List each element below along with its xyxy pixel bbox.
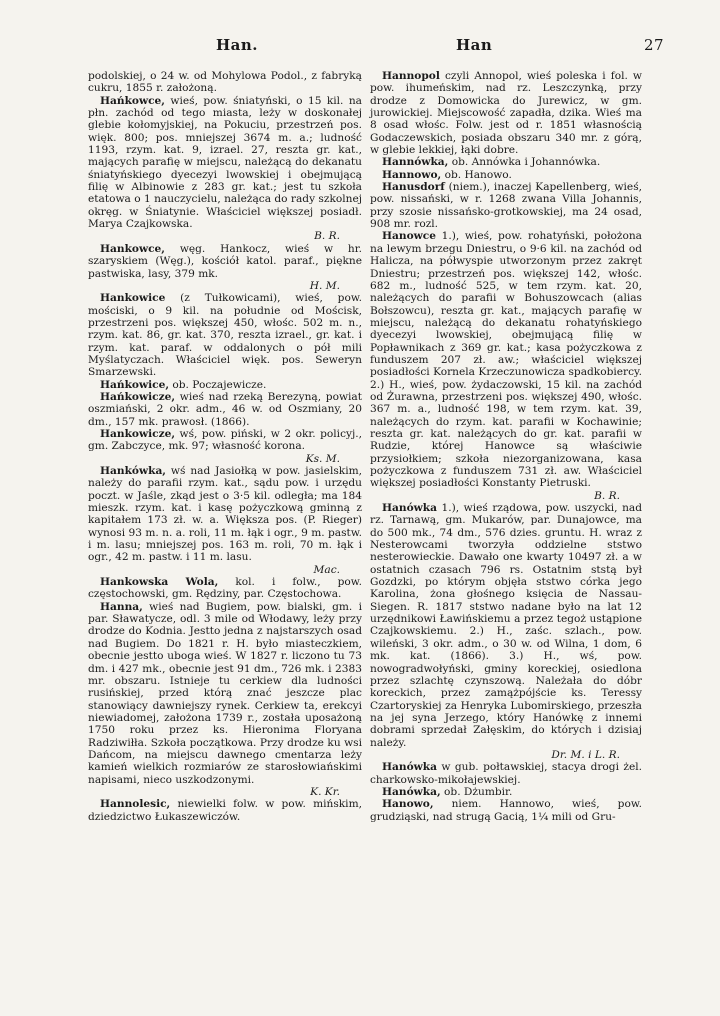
entry-text: wś, pow. piński, w 2 okr. policyj., gm. Zabczyce, mk. 97; własność korona. — [88, 427, 363, 453]
right-column — [370, 70, 642, 823]
dictionary-entry — [88, 798, 362, 823]
dictionary-entry — [370, 70, 642, 156]
dictionary-entry — [88, 576, 362, 601]
entry-text: (z Tułkowicami), wieś, pow. mościski, o 9 kil. na południe od Mościsk, przestrzeni pos. większej 450, włośc. 502 m. n., rzym. kat. 86, gr. kat. 370, reszta izrael., gr. kat. i rzym. kat. paraf. w oddalonych o pół mili Myślatyczach. Właściciel więk. pos. Seweryn Smarzewski. — [88, 292, 362, 379]
entry-headword: Hańkowice, — [100, 378, 170, 391]
entry-headword: Hanówka — [382, 502, 437, 515]
entry-text: wś nad Jasiołką w pow. jasielskim, należy do parafii rzym. kat., sądu pow. i urzędu poczt. w Jaśle, zkąd jest o 3·5 kil. odległa; ma 184 mieszk. rzym. kat. i kasę pożyczkową gminną z kapitałem 173 zł. w. a. Większa pos. (P. Rieger) wynosi 93 m. n. a. roli, 11 m. łąk i ogr., 9 m. pastw. i m. lasu; mniejszej pos. 163 m. roli, 70 m. łąk i ogr., 42 m. pastw. i 11 m. lasu. — [88, 465, 362, 564]
entry-headword: Hanusdorf — [382, 181, 445, 194]
entry-text: podolskiej, o 24 w. od Mohylowa Podol., z fabryką cukru, 1855 r. założoną. — [88, 70, 362, 95]
entry-headword: Hanowce — [382, 230, 436, 243]
entry-text: niewielki folw. w pow. mińskim, dziedzictwo Łukaszewiczów. — [88, 798, 362, 823]
dictionary-entry — [88, 243, 362, 292]
entry-text: ob. Dżumbir. — [444, 785, 513, 798]
entry-author-signature: B. R. — [594, 489, 620, 502]
entry-text: ob. Poczajewicze. — [172, 378, 267, 391]
dictionary-entry — [88, 391, 362, 428]
entry-text: (niem.), inaczej Kapellenberg, wieś, pow. nissański, w r. 1268 zwana Villa Johannis, przy szosie nissańsko-grotkowskiej, ma 24 osad, 908 mr. rozl. — [370, 181, 643, 231]
entry-text: węg. Hankocz, wieś w hr. szaryskiem (Węg.), kościół katol. paraf., piękne pastwiska, lasy, 379 mk. — [88, 242, 362, 280]
dictionary-entry — [370, 181, 642, 230]
dictionary-entry — [370, 798, 642, 823]
entry-headword: Hankówka, — [100, 465, 166, 477]
entry-text: ob. Hanowo. — [444, 168, 512, 181]
dictionary-entry — [88, 95, 362, 243]
entry-author-signature: Mac. — [313, 563, 340, 576]
entry-text: wieś, pow. śniatyński, o 15 kil. na płn. zachód od tego miasta, leży w doskonałej glebie kołomyjskiej, na Pokuciu, przestrzeń pos. więk. 800; pos. mniejszej 3674 m. a.; ludność 1193, rzym. kat. 9, izrael. 27, reszta gr. kat., mających parafię w miejscu, należącą do dekanatu śniatyńskiego dyecezyi lwowskiej i obejmującą filię w Albinowie z 283 gr. kat.; jest tu szkoła etatowa o 1 nauczycielu, należąca do rady szkolnej okręg. w Śniatynie. Właściciel większej posiadł. Marya Czajkowska. — [88, 94, 363, 231]
entry-headword: Hannopol — [382, 70, 440, 82]
entry-headword: Hańkowce, — [100, 94, 165, 107]
entry-text: w gub. połtawskiej, stacya drogi żel. charkowsko-mikołajewskiej. — [370, 761, 642, 786]
entry-author-signature: H. M. — [309, 279, 340, 292]
entry-text: 1.), wieś, pow. rohatyński, położona na lewym brzegu Dniestru, o 9·6 kil. na zachód od Halicza, na półwyspie utworzonym przez zakręt Dniestru; przestrzeń pos. większej 142, włośc. 682 m., ludność 525, w tem rzym. kat. 20, należących do parafii w Bohuszowcach (alias Bołszowcu), reszta gr. kat., mających parafię w miejscu, należącą do dekanatu rohatyńskiego dyecezyi lwowskiej, obejmującą filię w Popławnikach z 369 gr. kat.; kasa pożyczkowa z funduszem 207 zł. aw.; właściciel większej posiadłości Kornela Krzeczunowicza spadkobiercy. 2.) H., wieś, pow. żydaczowski, 15 kil. na zachód od Żurawna, przestrzeni pos. większej 490, włośc. 367 m. a., ludność 198, w tem rzym. kat. 39, należących do rzym. kat. parafii w Kochawinie; reszta gr. kat. należących do gr. kat. parafii w Rudzie, której Hanowce są właściwie przysiołkiem; szkoła niezorganizowana, kasa pożyczkowa z funduszem 731 zł. aw. Właściciel większej posiadłości Konstanty Pietruski. — [370, 230, 642, 490]
entry-text: ob. Annówka i Johannówka. — [451, 156, 601, 169]
dictionary-entry — [88, 428, 362, 465]
entry-text: 1.), wieś rządowa, pow. uszycki, nad rz. Tarnawą, gm. Mukarów, par. Dunajowce, ma do 500 mk., 74 dm., 576 dzies. gruntu. H. wraz z Nesterowcami tworzyła oddzielne ststwo nesterowieckie. Dawało one kwarty 10497 zł. a w ostatnich czasach 796 rs. Ostatnim ststą był Gozdzki, po którym objęła ststwo córka jego Karolina, żona głośnego księcia de Nassau-Siegen. R. 1817 ststwo nadane było na lat 12 urzędnikowi Ławińskiemu a przez tegoż ustąpione Czajkowskiemu. 2.) H., zaśc. szlach., pow. wileński, 3 okr. adm., o 30 w. od Wilna, 1 dom, 6 mk. kat. (1866). 3.) H., wś, pow. nowogradwołyński, gminy koreckiej, osiedlona przez szlachtę czynszową. Należała do dóbr koreckich, przez zamążpójście ks. Teressy Czartoryskiej za Henryka Lubomirskiego, przeszła na jej syna Jerzego, który Hanówkę z innemi dobrami sprzedał Załęskim, do których i dzisiaj należy. — [370, 502, 643, 749]
dictionary-entry — [88, 601, 362, 799]
entry-author-signature: Dr. M. i L. R. — [551, 748, 620, 761]
entry-headword: Hanna, — [100, 600, 143, 613]
entry-author-signature: K. Kr. — [310, 785, 340, 798]
page-number: 27 — [644, 36, 665, 54]
entry-headword: Hannowo, — [382, 168, 442, 181]
entry-author-signature: Ks. M. — [305, 452, 340, 465]
dictionary-entry — [370, 761, 642, 786]
dictionary-entry — [370, 156, 642, 168]
entry-headword: Hankowicze, — [100, 427, 176, 440]
entry-text: niem. Hannowo, wieś, pow. grudziąski, nad strugą Gacią, 1¼ mili od Gru- — [370, 798, 642, 823]
entry-headword: Hannolesic, — [100, 798, 171, 811]
running-head-left: Han. — [216, 36, 259, 54]
left-column — [88, 70, 362, 823]
dictionary-entry — [370, 502, 642, 761]
entry-headword: Hankowce, — [100, 242, 165, 255]
dictionary-entry — [370, 786, 642, 798]
dictionary-entry — [370, 230, 642, 502]
dictionary-entry — [88, 379, 362, 391]
entry-headword: Hanówka, — [382, 785, 441, 798]
entry-headword: Hańkowicze, — [100, 390, 176, 403]
entry-text: czyli Annopol, wieś poleska i fol. w pow. ihumeńskim, nad rz. Leszczynką, przy drodze z Domowicka do Jurewicz, w gm. jurowickiej. Miejscowość zapadła, dzika. Wieś ma 8 osad włośc. Folw. jest od r. 1851 własnością Godaczewskich, posiada obszaru 340 mr. z górą, w glebie lekkiej, łąki dobre. — [370, 70, 642, 157]
dictionary-entry — [370, 169, 642, 181]
dictionary-entry — [88, 70, 362, 95]
entry-headword: Hankowska Wola, — [100, 576, 219, 589]
running-head-right: Han — [456, 36, 493, 54]
entry-author-signature: B. R. — [314, 230, 340, 243]
entry-headword: Hanówka — [382, 761, 437, 774]
entry-text: kol. i folw., pow. częstochowski, gm. Rędziny, par. Częstochowa. — [88, 576, 362, 601]
entry-text: wieś nad rzeką Berezyną, powiat oszmiański, 2 okr. adm., 46 w. od Oszmiany, 20 dm., 157 mk. prawosł. (1866). — [88, 390, 362, 428]
dictionary-entry — [88, 465, 362, 576]
dictionary-entry — [88, 292, 362, 378]
entry-headword: Hannówka, — [382, 156, 449, 169]
entry-headword: Hanowo, — [382, 798, 434, 811]
entry-text: wieś nad Bugiem, pow. bialski, gm. i par. Sławatycze, odl. 3 mile od Włodawy, leży przy drodze do Kodnia. Jestto jedna z najstarszych osad nad Bugiem. Do 1821 r. H. było miasteczkiem, obecnie jestto uboga wieś. W 1827 r. liczono tu 73 dm. i 427 mk., obecnie jest 91 dm., 726 mk. i 2383 mr. obszaru. Istnieje tu cerkiew dla ludności rusińskiej, przed którą znać jeszcze plac stanowiący dawniejszy rynek. Cerkiew ta, erekcyi niewiadomej, założona 1739 r., została uposażoną 1750 roku przez ks. Hieronima Floryana Radziwiłła. Szkoła początkowa. Przy drodze ku wsi Dańcom, na miejscu dawnego cmentarza leży kamień wielkich rozmiarów ze starosłowiańskimi napisami, nieco uszkodzonymi. — [88, 600, 363, 786]
entry-headword: Hankowice — [100, 292, 166, 305]
